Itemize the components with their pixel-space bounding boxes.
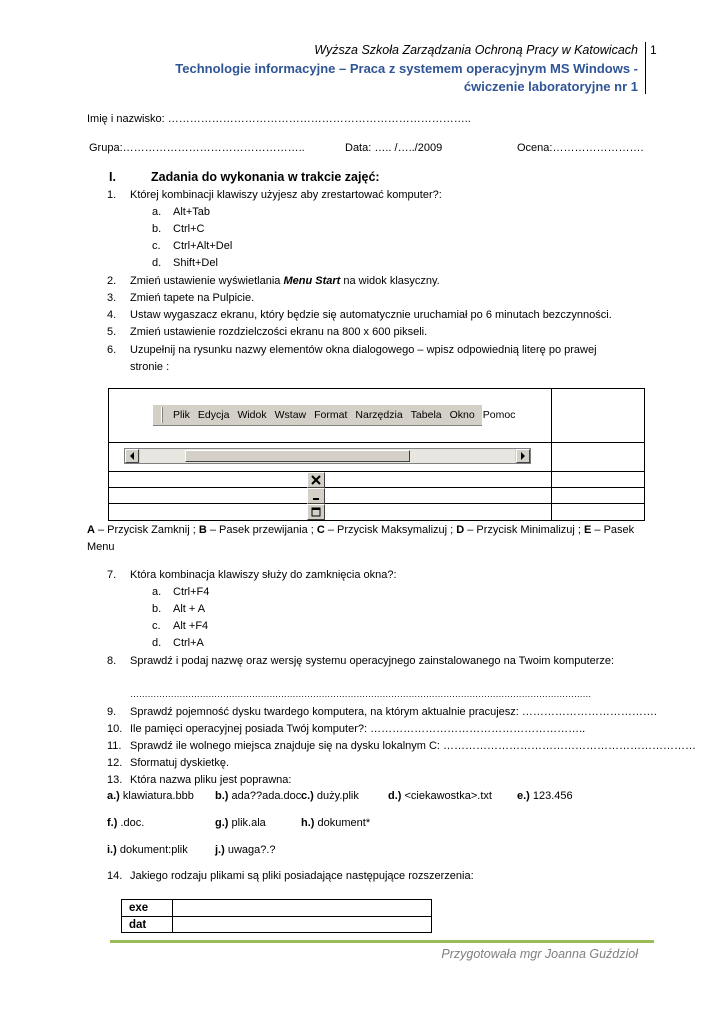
group-field: Grupa:………………………………………….. — [89, 142, 305, 154]
horizontal-scrollbar[interactable] — [124, 448, 531, 464]
q8-answer-line: …………………………………………………………………………………………………………………………………………… — [130, 689, 592, 699]
menu-item-plik[interactable]: Plik — [173, 409, 190, 421]
maximize-button[interactable] — [307, 504, 325, 520]
footer-divider — [110, 940, 654, 943]
grade-field: Ocena:……………………. — [517, 142, 644, 154]
minimize-icon — [310, 490, 322, 502]
menu-bar — [153, 404, 516, 426]
q7-option-letter: d. — [152, 637, 162, 649]
minimize-button[interactable] — [307, 488, 325, 504]
menu-item-format[interactable]: Format — [314, 409, 348, 421]
q12-text: Sformatuj dyskietkę. — [130, 757, 230, 769]
q4-number: 4. — [107, 309, 117, 321]
q2-number: 2. — [107, 275, 117, 287]
q5-text: Zmień ustawienie rozdzielczości ekranu na 800 x 600 pikseli. — [130, 326, 428, 338]
footer-author: Przygotowała mgr Joanna Guździoł — [441, 947, 638, 961]
dialog-elements-table — [108, 388, 645, 521]
q7-number: 7. — [107, 569, 117, 581]
menu-item-okno[interactable]: Okno — [449, 409, 475, 421]
filename-option: d.) <ciekawostka>.txt — [388, 790, 492, 802]
scroll-left-button[interactable] — [125, 449, 139, 463]
q8-number: 8. — [107, 655, 117, 667]
q1-option-text: Ctrl+C — [173, 223, 205, 235]
q14-text: Jakiego rodzaju plikami są pliki posiadające następujące rozszerzenia: — [130, 870, 474, 882]
filename-option: i.) dokument:plik — [107, 844, 188, 856]
q13-text: Która nazwa pliku jest poprawna: — [130, 774, 292, 786]
q7-option-letter: a. — [152, 586, 162, 598]
filename-option: a.) klawiatura.bbb — [107, 790, 194, 802]
menu-item-tabela[interactable]: Tabela — [410, 409, 442, 421]
scroll-right-button[interactable] — [516, 449, 530, 463]
q1-option-text: Shift+Del — [173, 257, 218, 269]
menu-item-wstaw[interactable]: Wstaw — [274, 409, 307, 421]
close-button[interactable] — [307, 472, 325, 488]
q7-option-text: Ctrl+F4 — [173, 586, 210, 598]
q13-number: 13. — [107, 774, 123, 786]
legend: A – Przycisk Zamknij ; B – Pasek przewijania ; C – Przycisk Maksymalizuj ; D – Przycisk Minimalizuj ; E – Pasek — [87, 524, 635, 536]
q1-option-letter: d. — [152, 257, 162, 269]
q1-text: Której kombinacji klawiszy użyjesz aby zrestartować komputer?: — [130, 189, 442, 201]
q10-number: 10. — [107, 723, 123, 735]
arrow-right-icon — [517, 450, 529, 462]
menu-item-narzedzia[interactable]: Narzędzia — [355, 409, 403, 421]
date-field: Data: ….. /…../2009 — [345, 142, 443, 154]
filename-option: h.) dokument* — [301, 817, 371, 829]
section-number: I. — [109, 170, 116, 184]
table-row — [122, 900, 431, 916]
q11-text: Sprawdź ile wolnego miejsca znajduje się na dysku lokalnym C: …………………………………………………………… — [130, 740, 697, 752]
q11-number: 11. — [107, 740, 122, 752]
scrollbar-thumb[interactable] — [185, 450, 410, 462]
menu-item-edycja[interactable]: Edycja — [197, 409, 230, 421]
q1-option-text: Alt+Tab — [173, 206, 210, 218]
arrow-left-icon — [126, 450, 138, 462]
table-row — [122, 917, 431, 933]
filename-option: c.) duży.plik — [301, 790, 359, 802]
q9-number: 9. — [107, 706, 117, 718]
maximize-icon — [310, 506, 322, 518]
q1-option-text: Ctrl+Alt+Del — [173, 240, 233, 252]
q5-number: 5. — [107, 326, 117, 338]
q6-text: Uzupełnij na rysunku nazwy elementów okna dialogowego – wpisz odpowiednią literę po prawej — [130, 344, 597, 356]
section-title: Zadania do wykonania w trakcie zajęć: — [151, 170, 380, 184]
menu-start-emphasis: Menu Start — [283, 275, 341, 287]
page-number: 1 — [650, 43, 657, 57]
filename-option: e.) 123.456 — [517, 790, 573, 802]
extension-label: dat — [122, 917, 173, 933]
extensions-table — [121, 899, 432, 933]
legend-cont: Menu — [87, 541, 115, 553]
q2-text: Zmień ustawienie wyświetlania Menu Start na widok klasyczny. — [130, 275, 440, 287]
q1-option-letter: b. — [152, 223, 162, 235]
menu-item-pomoc[interactable]: Pomoc — [482, 409, 516, 421]
filename-option: g.) plik.ala — [215, 817, 266, 829]
q1-option-letter: c. — [152, 240, 161, 252]
close-icon — [310, 474, 322, 486]
q10-text: Ile pamięci operacyjnej posiada Twój komputer?: ………………………………………………….. — [130, 723, 586, 735]
q14-number: 14. — [107, 870, 123, 882]
document-subtitle: ćwiczenie laboratoryjne nr 1 — [463, 79, 638, 94]
header-divider — [645, 42, 646, 94]
q7-option-letter: c. — [152, 620, 161, 632]
q8-text: Sprawdź i podaj nazwę oraz wersję systemu operacyjnego zainstalowanego na Twoim komputerze: — [130, 655, 615, 667]
q3-text: Zmień tapete na Pulpicie. — [130, 292, 255, 304]
q7-option-text: Alt + A — [173, 603, 206, 615]
filename-option: j.) uwaga?.? — [215, 844, 276, 856]
filename-option: b.) ada??ada.doc — [215, 790, 302, 802]
school-name: Wyższa Szkoła Zarządzania Ochroną Pracy w Katowicach — [314, 43, 638, 57]
q6-text-cont: stronie : — [130, 361, 170, 373]
q6-number: 6. — [107, 344, 117, 356]
toolbar-grip — [161, 407, 163, 423]
q7-text: Która kombinacja klawiszy służy do zamknięcia okna?: — [130, 569, 397, 581]
name-field: Imię i nazwisko: ……………………………………………………………………….. — [87, 113, 471, 125]
extension-label: exe — [122, 900, 173, 916]
q1-option-letter: a. — [152, 206, 162, 218]
q1-number: 1. — [107, 189, 117, 201]
menu-item-widok[interactable]: Widok — [237, 409, 267, 421]
document-title: Technologie informacyjne – Praca z systemem operacyjnym MS Windows - — [175, 61, 638, 76]
q3-number: 3. — [107, 292, 117, 304]
filename-option: f.) .doc. — [107, 817, 145, 829]
q7-option-text: Alt +F4 — [173, 620, 209, 632]
q12-number: 12. — [107, 757, 123, 769]
q9-text: Sprawdź pojemność dysku twardego komputera, na którym aktualnie pracujesz: ………………………………. — [130, 706, 657, 718]
q4-text: Ustaw wygaszacz ekranu, który będzie się automatycznie uruchamiał po 6 minutach bezczynności. — [130, 309, 612, 321]
q7-option-letter: b. — [152, 603, 162, 615]
q7-option-text: Ctrl+A — [173, 637, 204, 649]
